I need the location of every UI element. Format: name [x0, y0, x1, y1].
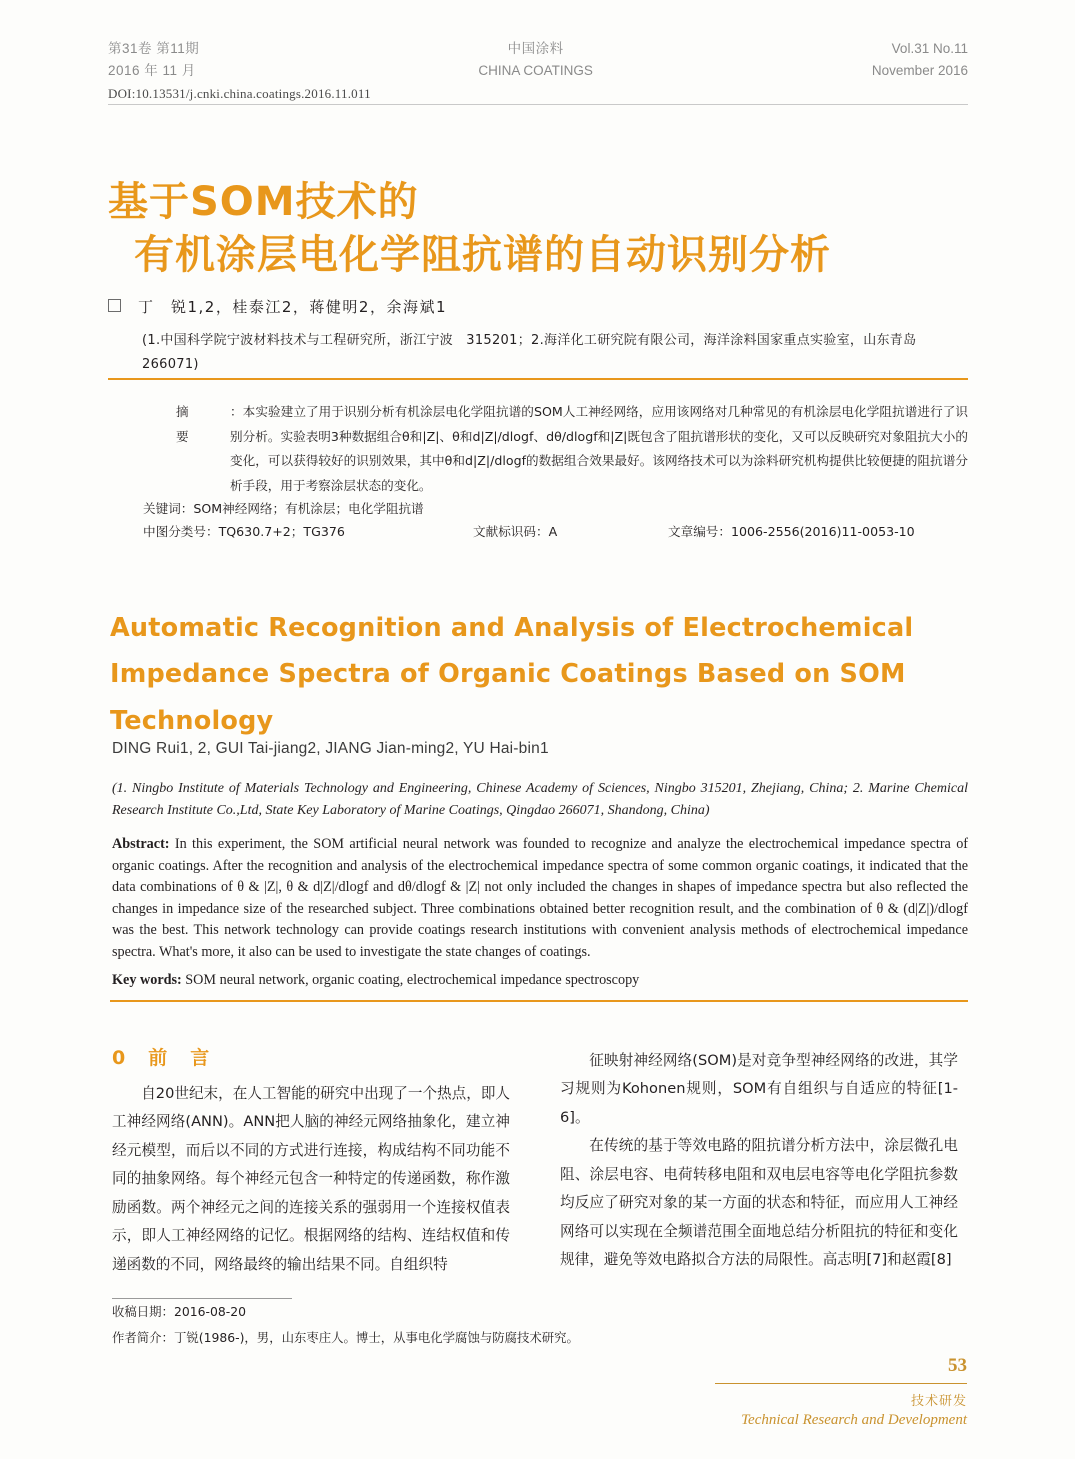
paragraph: 自20世纪末，在人工智能的研究中出现了一个热点，即人工神经网络(ANN)。ANN把人脑的神经元网络抽象化，建立神经元模型，而后以不同的方式进行连接，构成结构不同功能不同的抽象网络。每个神经元包含一种特定的传递函数，称作激励函数。两个神经元之间的连接关系的强弱用一个连接权值表示，即人工神经网络的记忆。根据网络的结构、连结权值和传递函数的不同，网络最终的输出结果不同。自组织特: [112, 1085, 511, 1273]
page-number: 53: [948, 1355, 967, 1376]
date-zh: 2016 年 11 月: [108, 63, 196, 79]
running-head-center: [478, 38, 593, 83]
paragraph: 征映射神经网络(SOM)是对竞争型神经网络的改进，其学习规则为Kohonen规则，SOM有自组织与自适应的特征[1-6]。: [560, 1052, 958, 1126]
chinese-document-code: 文献标识码：A: [473, 524, 558, 539]
square-bullet-icon: [108, 299, 121, 312]
chinese-class-number: 中图分类号：TQ630.7+2；TG376: [143, 524, 345, 539]
chinese-authors-text: 丁 锐1,2，桂泰江2，蒋健明2，余海斌1: [138, 298, 447, 317]
body-column-left: [112, 1080, 510, 1279]
chinese-abstract: [176, 400, 968, 498]
title-divider: [108, 378, 968, 380]
chinese-abstract-label: 摘 要: [176, 404, 214, 444]
english-title: Automatic Recognition and Analysis of Electrochemical Impedance Spectra of Organic Coatings Based on SOM Technology: [110, 613, 914, 736]
chinese-title-line-1: 基于SOM技术的: [108, 179, 419, 225]
footnote-divider: [112, 1298, 292, 1299]
date-en: November 2016: [871, 63, 968, 79]
footer-section-zh: 技术研发: [910, 1394, 967, 1409]
doi-text: DOI:10.13531/j.cnki.china.coatings.2016.11.011: [108, 86, 371, 101]
footnote-author-bio: 作者简介：丁锐(1986-)，男，山东枣庄人。博士，从事电化学腐蚀与防腐技术研究。: [112, 1330, 579, 1345]
english-authors-text: DING Rui1, 2, GUI Tai-jiang2, JIANG Jian-ming2, YU Hai-bin1: [112, 740, 549, 757]
journal-name-zh: 中国涂料: [507, 41, 564, 56]
english-abstract-label: Abstract:: [112, 836, 170, 852]
footer-section-en: Technical Research and Development: [741, 1412, 967, 1428]
volume-issue-en: Vol.31 No.11: [891, 41, 968, 56]
body-column-right: [560, 1047, 958, 1275]
chinese-authors: [108, 296, 968, 317]
footer-divider: [715, 1383, 967, 1384]
chinese-keywords: 关键词：SOM神经网络；有机涂层；电化学阻抗谱: [143, 501, 424, 516]
footnote-received-date: 收稿日期：2016-08-20: [112, 1304, 246, 1319]
header-divider: [108, 104, 968, 105]
english-abstract-text: In this experiment, the SOM artificial neural network was founded to recognize and analyze the electrochemical impedance spectra of organic coatings. After the recognition and analysis of the electrochemical impedance spectra of some common organic coatings, it indicated that the data combinations of θ & |Z|, θ & d|Z|/dlogf and dθ/dlogf & |Z| not only included the changes in shapes of impedance spectra but also reflected the changes in impedance size of the researched subject. Three combinations obtained better recognition result, and the combination of θ & (d|Z|)/dlogf was the best. This network technology can provide coatings research institutions with convenient analysis methods of electrochemical impedance spectra. What's more, it also can be used to investigate the state changes of coatings.: [112, 836, 969, 960]
chinese-classification-row: [143, 521, 968, 540]
running-head-right: [872, 38, 968, 83]
english-abstract: [112, 834, 968, 963]
english-affiliation: (1. Ningbo Institute of Materials Technology and Engineering, Chinese Academy of Sciences, Ningbo 315201, Zhejiang, China; 2. Marine Chemical Research Institute Co.,Ltd, State Key Laboratory of Marine Coatings, Qingdao 266071, Shandong, China): [112, 781, 968, 818]
english-keywords-text: SOM neural network, organic coating, electrochemical impedance spectroscopy: [185, 972, 640, 988]
chinese-affiliation: (1.中国科学院宁波材料技术与工程研究所，浙江宁波 315201；2.海洋化工研究院有限公司，海洋涂料国家重点实验室，山东青岛 266071): [142, 333, 930, 373]
english-keywords-label: Key words:: [112, 972, 182, 988]
section-heading-introduction: 0 前 言: [112, 1047, 212, 1069]
chinese-title-block: [108, 176, 968, 377]
journal-name-en: CHINA COATINGS: [478, 63, 593, 79]
english-keywords: [112, 970, 968, 991]
chinese-abstract-text: ：本实验建立了用于识别分析有机涂层电化学阻抗谱的SOM人工神经网络，应用该网络对几种常见的有机涂层电化学阻抗谱进行了识别分析。实验表明3种数据组合θ和|Z|、θ和d|Z|/dlogf、dθ/dlogf和|Z|既包含了阻抗谱形状的变化，又可以反映研究对象阻抗大小的变化，可以获得较好的识别效果，其中θ和d|Z|/dlogf的数据组合效果最好。该网络技术可以为涂料研究机构提供比较便捷的阻抗谱分析手段，用于考察涂层状态的变化。: [230, 404, 968, 493]
running-head-left: [108, 38, 199, 83]
abstract-divider: [110, 1000, 968, 1002]
chinese-article-number: 文章编号：1006-2556(2016)11-0053-10: [668, 524, 915, 539]
chinese-title-line-2: 有机涂层电化学阻抗谱的自动识别分析: [134, 232, 831, 279]
running-head: [108, 38, 968, 84]
volume-issue-zh: 第31卷 第11期: [108, 41, 200, 56]
paragraph: 在传统的基于等效电路的阻抗谱分析方法中，涂层微孔电阻、涂层电容、电荷转移电阻和双电层电容等电化学阻抗参数均反应了研究对象的某一方面的状态和特征，而应用人工神经网络可以实现在全频谱范围全面地总结分析阻抗的特征和变化规律，避免等效电路拟合方法的局限性。高志明[7]和赵霞[8]: [560, 1137, 958, 1269]
english-authors: [112, 740, 970, 758]
